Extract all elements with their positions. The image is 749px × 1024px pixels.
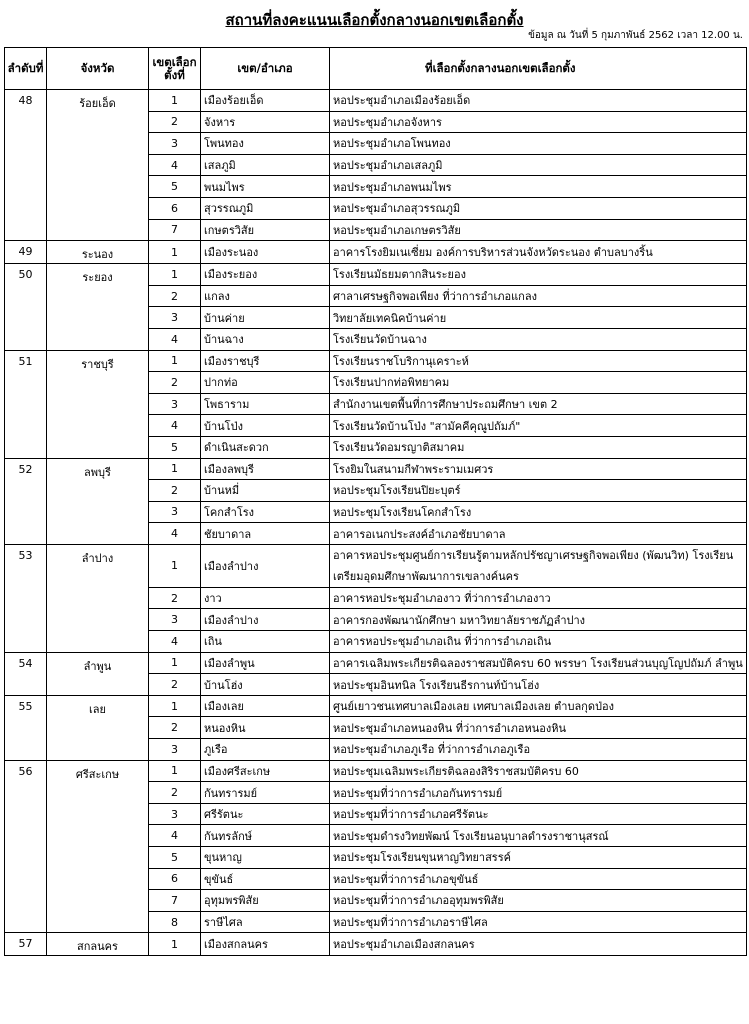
polling-place: หอประชุมดำรงวิทยพัฒน์ โรงเรียนอนุบาลดำรงราชานุสรณ์	[330, 825, 747, 847]
polling-place: หอประชุมอำเภอเมืองร้อยเอ็ด	[330, 90, 747, 112]
district-name: งาว	[201, 587, 330, 609]
district-name: ดำเนินสะดวก	[201, 436, 330, 458]
district-name: ราษีไศล	[201, 911, 330, 933]
constituency-number: 2	[149, 111, 201, 133]
province-name: ลำพูน	[47, 652, 149, 695]
col-header-place: ที่เลือกตั้งกลางนอกเขตเลือกตั้ง	[330, 48, 747, 90]
constituency-number: 3	[149, 307, 201, 329]
polling-place: วิทยาลัยเทคนิคบ้านค่าย	[330, 307, 747, 329]
constituency-number: 1	[149, 695, 201, 717]
district-name: หนองหิน	[201, 717, 330, 739]
constituency-number: 1	[149, 241, 201, 264]
district-name: สุวรรณภูมิ	[201, 197, 330, 219]
district-name: เสลภูมิ	[201, 154, 330, 176]
district-name: เมืองลำปาง	[201, 544, 330, 587]
polling-place: โรงเรียนวัดบ้านโป่ง "สามัคคีคุณูปถัมภ์"	[330, 415, 747, 437]
district-name: เมืองร้อยเอ็ด	[201, 90, 330, 112]
constituency-number: 6	[149, 868, 201, 890]
constituency-number: 5	[149, 176, 201, 198]
constituency-number: 4	[149, 825, 201, 847]
polling-place: หอประชุมอำเภอโพนทอง	[330, 133, 747, 155]
constituency-number: 1	[149, 90, 201, 112]
polling-place: อาคารอเนกประสงค์อำเภอชัยบาดาล	[330, 523, 747, 545]
polling-place: อาคารหอประชุมศูนย์การเรียนรู้ตามหลักปรัชญาเศรษฐกิจพอเพียง (พัฒนวิท) โรงเรียนเตรียมอุดมศึกษาพัฒนาการเขลางค์นคร	[330, 544, 747, 587]
constituency-number: 7	[149, 219, 201, 241]
district-name: ขุขันธ์	[201, 868, 330, 890]
district-name: เมืองสกลนคร	[201, 933, 330, 956]
constituency-number: 1	[149, 933, 201, 956]
table-body	[5, 90, 747, 956]
district-name: เมืองราชบุรี	[201, 350, 330, 372]
district-name: ชัยบาดาล	[201, 523, 330, 545]
province-name: สกลนคร	[47, 933, 149, 956]
polling-place: สำนักงานเขตพื้นที่การศึกษาประถมศึกษา เขต 2	[330, 393, 747, 415]
table-row	[5, 695, 747, 717]
district-name: ภูเรือ	[201, 739, 330, 761]
order-number: 53	[5, 544, 47, 652]
constituency-number: 3	[149, 609, 201, 631]
province-name: ร้อยเอ็ด	[47, 90, 149, 241]
order-number: 50	[5, 264, 47, 350]
polling-place: หอประชุมโรงเรียนขุนหาญวิทยาสรรค์	[330, 847, 747, 869]
district-name: โพนทอง	[201, 133, 330, 155]
polling-place: หอประชุมที่ว่าการอำเภอศรีรัตนะ	[330, 803, 747, 825]
polling-place: อาคารเฉลิมพระเกียรติฉลองราชสมบัติครบ 60 พรรษา โรงเรียนส่วนบุญโญปถัมภ์ ลำพูน	[330, 652, 747, 674]
polling-place: อาคารหอประชุมอำเภองาว ที่ว่าการอำเภองาว	[330, 587, 747, 609]
polling-places-table	[4, 47, 747, 956]
district-name: เมืองศรีสะเกษ	[201, 760, 330, 782]
district-name: บ้านฉาง	[201, 328, 330, 350]
polling-place: หอประชุมอำเภอเสลภูมิ	[330, 154, 747, 176]
order-number: 49	[5, 241, 47, 264]
polling-place: หอประชุมอำเภอสุวรรณภูมิ	[330, 197, 747, 219]
constituency-number: 2	[149, 587, 201, 609]
constituency-number: 2	[149, 372, 201, 394]
district-name: อุทุมพรพิสัย	[201, 890, 330, 912]
constituency-number: 1	[149, 652, 201, 674]
constituency-number: 3	[149, 739, 201, 761]
province-name: ราชบุรี	[47, 350, 149, 458]
province-name: ลพบุรี	[47, 458, 149, 544]
order-number: 55	[5, 695, 47, 760]
constituency-number: 2	[149, 782, 201, 804]
constituency-number: 2	[149, 674, 201, 696]
district-name: บ้านโฮ่ง	[201, 674, 330, 696]
polling-place: อาคารหอประชุมอำเภอเถิน ที่ว่าการอำเภอเถิน	[330, 631, 747, 653]
constituency-number: 1	[149, 458, 201, 480]
table-row	[5, 760, 747, 782]
district-name: บ้านโป่ง	[201, 415, 330, 437]
province-name: ลำปาง	[47, 544, 149, 652]
constituency-number: 4	[149, 415, 201, 437]
table-header-row	[5, 48, 747, 90]
constituency-number: 3	[149, 803, 201, 825]
polling-place: อาคารโรงยิมเนเซี่ยม องค์การบริหารส่วนจังหวัดระนอง ตำบลบางริ้น	[330, 241, 747, 264]
district-name: เมืองลพบุรี	[201, 458, 330, 480]
district-name: โคกสำโรง	[201, 501, 330, 523]
col-header-province: จังหวัด	[47, 48, 149, 90]
table-row	[5, 350, 747, 372]
district-name: เมืองเลย	[201, 695, 330, 717]
province-name: ระยอง	[47, 264, 149, 350]
polling-place: โรงเรียนวัดบ้านฉาง	[330, 328, 747, 350]
district-name: เมืองระนอง	[201, 241, 330, 264]
district-name: พนมไพร	[201, 176, 330, 198]
order-number: 54	[5, 652, 47, 695]
polling-place: หอประชุมเฉลิมพระเกียรติฉลองสิริราชสมบัติครบ 60	[330, 760, 747, 782]
district-name: เมืองลำปาง	[201, 609, 330, 631]
district-name: ศรีรัตนะ	[201, 803, 330, 825]
table-row	[5, 264, 747, 286]
polling-place: หอประชุมอำเภอพนมไพร	[330, 176, 747, 198]
order-number: 56	[5, 760, 47, 933]
table-row	[5, 652, 747, 674]
district-name: กันทรลักษ์	[201, 825, 330, 847]
polling-place: อาคารกองพัฒนานักศึกษา มหาวิทยาลัยราชภัฏลำปาง	[330, 609, 747, 631]
constituency-number: 5	[149, 436, 201, 458]
district-name: จังหาร	[201, 111, 330, 133]
constituency-number: 1	[149, 544, 201, 587]
order-number: 57	[5, 933, 47, 956]
polling-place: หอประชุมอำเภอภูเรือ ที่ว่าการอำเภอภูเรือ	[330, 739, 747, 761]
polling-place: โรงเรียนวัดอมรญาติสมาคม	[330, 436, 747, 458]
col-header-zone: เขตเลือกตั้งที่	[149, 48, 201, 90]
constituency-number: 4	[149, 631, 201, 653]
polling-place: หอประชุมโรงเรียนโคกสำโรง	[330, 501, 747, 523]
province-name: ศรีสะเกษ	[47, 760, 149, 933]
constituency-number: 5	[149, 847, 201, 869]
district-name: บ้านหมี่	[201, 480, 330, 502]
polling-place: ศาลาเศรษฐกิจพอเพียง ที่ว่าการอำเภอแกลง	[330, 285, 747, 307]
constituency-number: 3	[149, 393, 201, 415]
constituency-number: 4	[149, 154, 201, 176]
district-name: ขุนหาญ	[201, 847, 330, 869]
col-header-district: เขต/อำเภอ	[201, 48, 330, 90]
constituency-number: 4	[149, 523, 201, 545]
polling-place: หอประชุมที่ว่าการอำเภอราษีไศล	[330, 911, 747, 933]
district-name: กันทรารมย์	[201, 782, 330, 804]
col-header-no: ลำดับที่	[5, 48, 47, 90]
order-number: 48	[5, 90, 47, 241]
table-row	[5, 933, 747, 956]
polling-place: หอประชุมอำเภอจังหาร	[330, 111, 747, 133]
polling-place: หอประชุมที่ว่าการอำเภอกันทรารมย์	[330, 782, 747, 804]
constituency-number: 3	[149, 501, 201, 523]
polling-place: โรงเรียนมัธยมตากสินระยอง	[330, 264, 747, 286]
constituency-number: 8	[149, 911, 201, 933]
polling-place: หอประชุมโรงเรียนปิยะบุตร์	[330, 480, 747, 502]
constituency-number: 2	[149, 480, 201, 502]
district-name: โพธาราม	[201, 393, 330, 415]
constituency-number: 2	[149, 285, 201, 307]
constituency-number: 1	[149, 350, 201, 372]
order-number: 51	[5, 350, 47, 458]
order-number: 52	[5, 458, 47, 544]
polling-place: โรงเรียนราชโบริกานุเคราะห์	[330, 350, 747, 372]
polling-place: โรงเรียนปากท่อพิทยาคม	[330, 372, 747, 394]
polling-place: ศูนย์เยาวชนเทศบาลเมืองเลย เทศบาลเมืองเลย ตำบลกุดป่อง	[330, 695, 747, 717]
polling-place: หอประชุมที่ว่าการอำเภออุทุมพรพิสัย	[330, 890, 747, 912]
table-row	[5, 241, 747, 264]
table-row	[5, 458, 747, 480]
constituency-number: 4	[149, 328, 201, 350]
table-row	[5, 90, 747, 112]
district-name: แกลง	[201, 285, 330, 307]
data-timestamp: ข้อมูล ณ วันที่ 5 กุมภาพันธ์ 2562 เวลา 12.00 น.	[528, 30, 743, 41]
district-name: ปากท่อ	[201, 372, 330, 394]
polling-place: หอประชุมอำเภอเกษตรวิสัย	[330, 219, 747, 241]
table-row	[5, 544, 747, 587]
district-name: บ้านค่าย	[201, 307, 330, 329]
document-title: สถานที่ลงคะแนนเลือกตั้งกลางนอกเขตเลือกตั้ง	[225, 11, 524, 29]
constituency-number: 2	[149, 717, 201, 739]
polling-place: หอประชุมอินทนิล โรงเรียนธีรกานท์บ้านโฮ่ง	[330, 674, 747, 696]
constituency-number: 3	[149, 133, 201, 155]
district-name: เถิน	[201, 631, 330, 653]
polling-place: หอประชุมที่ว่าการอำเภอขุขันธ์	[330, 868, 747, 890]
polling-place: หอประชุมอำเภอเมืองสกลนคร	[330, 933, 747, 956]
province-name: เลย	[47, 695, 149, 760]
polling-place: หอประชุมอำเภอหนองหิน ที่ว่าการอำเภอหนองหิน	[330, 717, 747, 739]
constituency-number: 7	[149, 890, 201, 912]
district-name: เกษตรวิสัย	[201, 219, 330, 241]
constituency-number: 1	[149, 760, 201, 782]
district-name: เมืองระยอง	[201, 264, 330, 286]
district-name: เมืองลำพูน	[201, 652, 330, 674]
constituency-number: 1	[149, 264, 201, 286]
province-name: ระนอง	[47, 241, 149, 264]
constituency-number: 6	[149, 197, 201, 219]
polling-place: โรงยิมในสนามกีฬาพระรามเมศวร	[330, 458, 747, 480]
